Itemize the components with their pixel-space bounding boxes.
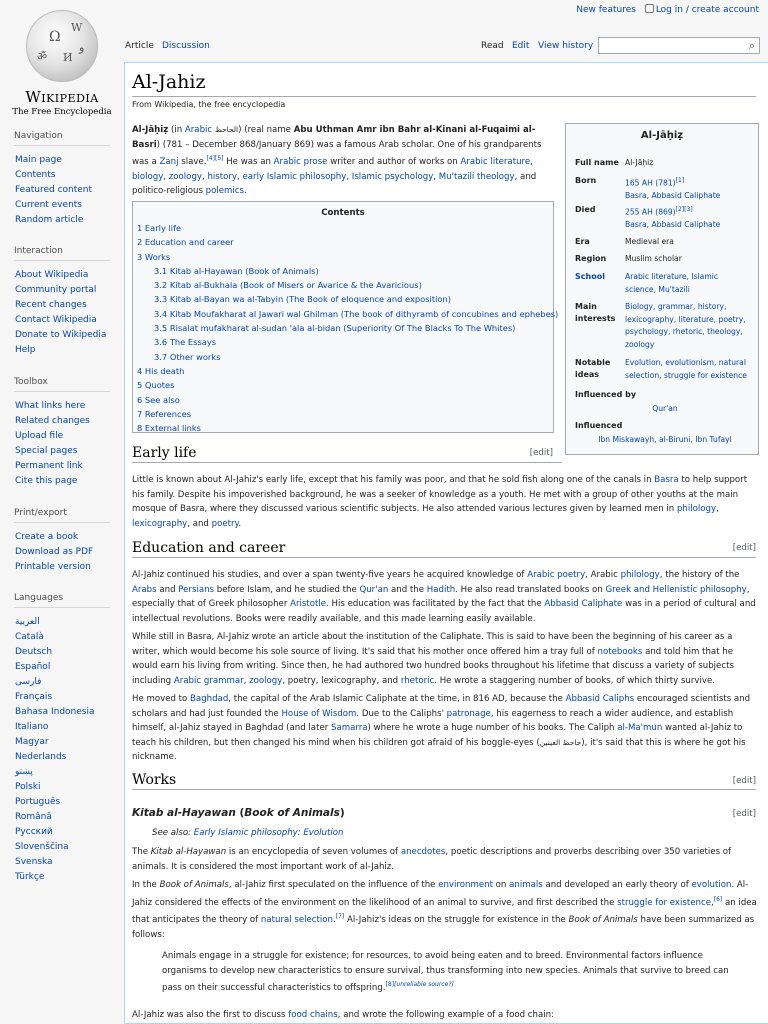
sidebar-item-what-links-here[interactable]: What links here — [15, 401, 86, 411]
infobox-value-link[interactable]: Evolution, evolutionism, natural selection, struggle for existence — [625, 358, 747, 380]
text: He moved to — [132, 694, 191, 704]
sidebar-item-create-book[interactable]: Create a book — [15, 532, 79, 542]
link-abbasid-caliphate[interactable]: Abbasid Caliphate — [544, 599, 623, 610]
link-poetry[interactable]: poetry — [211, 518, 239, 529]
search-box[interactable] — [598, 37, 760, 54]
toc-item[interactable]: 2 Education and career — [137, 237, 234, 248]
text: . — [333, 914, 336, 925]
infobox-label: Full name — [575, 158, 619, 167]
language-link[interactable]: العربية — [15, 617, 40, 627]
language-link[interactable]: Polski — [15, 782, 41, 792]
portal-print — [0, 508, 124, 575]
text: . He wrote a staggering number of books, of which thirty survive. — [434, 675, 715, 686]
text: , — [237, 171, 243, 182]
arabic-name: الجاحظ — [214, 125, 239, 134]
logo-tagline: The Free Encyclopedia — [12, 107, 112, 117]
link-polemics[interactable]: polemics — [205, 186, 245, 197]
tab-read[interactable]: Read — [481, 41, 504, 51]
language-link[interactable]: فارسی — [15, 677, 42, 687]
section-divider — [132, 462, 562, 463]
text: Al-Jahiz continued his studies, and over a span twenty-five years he acquired knowledge of — [132, 570, 528, 580]
link-evolution[interactable]: evolution — [691, 880, 732, 890]
text: writer and author of works on — [327, 157, 461, 168]
wikipedia-logo[interactable] — [12, 8, 112, 123]
sidebar-item-download-pdf[interactable]: Download as PDF — [15, 547, 94, 557]
link-zanj[interactable]: Zanj — [159, 157, 179, 168]
link-islamic-psychology[interactable]: Islamic psychology — [351, 171, 434, 182]
text: He was an — [223, 157, 274, 168]
text: and developed an early theory of — [542, 880, 692, 890]
language-link[interactable]: Bahasa Indonesia — [15, 707, 95, 717]
portal-interaction — [0, 246, 124, 358]
toc-item[interactable]: 1 Early life — [137, 223, 182, 233]
text: ( — [235, 807, 245, 819]
infobox-value: 255 AH (869)[2][3] Basra, Abbasid Caliphate — [625, 206, 721, 230]
link-arabic[interactable]: Arabic — [184, 125, 213, 135]
link-quran[interactable]: Qur'an — [359, 584, 389, 595]
text: . — [238, 518, 242, 529]
portal-toolbox — [0, 377, 124, 489]
link-early-islamic-philosophy[interactable]: early Islamic philosophy — [242, 171, 347, 182]
text: In the — [132, 880, 160, 890]
tab-view-history[interactable]: View history — [538, 41, 594, 51]
section-divider — [132, 557, 756, 558]
text: , poetry, lexicography, and — [282, 675, 401, 686]
sidebar-item-community[interactable]: Community portal — [15, 285, 97, 295]
text: wanted al-Jahiz to teach his children, but then changed his mind when his children got afraid of his boggle-eyes ( — [132, 723, 743, 748]
link-arabic-prose[interactable]: Arabic prose — [273, 157, 328, 168]
link-abbasid-caliphs[interactable]: Abbasid Caliphs — [565, 694, 635, 704]
logo-wordmark: Wikipedia — [25, 88, 99, 106]
language-link[interactable]: Português — [15, 797, 61, 807]
infobox-row — [575, 389, 755, 421]
link-rhetoric[interactable]: rhetoric — [400, 675, 435, 686]
page-title: Al-Jahiz — [132, 71, 206, 93]
edit-section-link[interactable]: [edit] — [732, 543, 756, 553]
section-heading-early-life: Early life — [132, 445, 197, 461]
text: . Al-Jahiz considered the effects of the environment on the likelihood of an animal to survive, and first described the — [132, 880, 749, 908]
link-basra[interactable]: Basra — [654, 475, 679, 485]
tab-article[interactable]: Article — [125, 41, 154, 51]
sidebar-item-main-page[interactable]: Main page — [15, 155, 62, 165]
link-patronage[interactable]: patronage — [446, 708, 491, 719]
edit-section-link[interactable]: [edit] — [529, 448, 553, 458]
section-heading-works: Works — [132, 772, 177, 788]
portal-title: Toolbox — [14, 377, 110, 392]
sidebar — [0, 0, 124, 1024]
lead-paragraph — [132, 123, 542, 199]
text: , — [433, 171, 439, 182]
text: and the — [388, 584, 427, 595]
portal-languages — [0, 593, 124, 885]
text: ) (real name — [238, 125, 294, 135]
infobox-value-link[interactable]: Biology, grammar, history, lexicography, literature, poetry, psychology, rhetoric, theology, zoology — [625, 302, 746, 349]
infobox-value-link[interactable]: Qur'an — [652, 404, 678, 413]
language-link[interactable]: پښتو — [15, 767, 33, 777]
text: Kitab al-Hayawan — [132, 807, 236, 819]
text: ), it's said that this is where he got his nickname. — [132, 737, 746, 763]
sidebar-item-random[interactable]: Random article — [15, 215, 84, 225]
link-al-mamun[interactable]: al-Ma'mun — [617, 723, 663, 734]
text: , Arabic — [585, 570, 621, 580]
link-natural-selection[interactable]: natural selection — [260, 914, 333, 925]
link-arabic-poetry[interactable]: Arabic poetry — [527, 570, 586, 580]
link-abbasid-caliphate[interactable]: Abbasid Caliphate — [651, 191, 721, 201]
link-greek-philosophy[interactable]: Greek and Hellenistic philosophy — [605, 584, 747, 595]
language-link[interactable]: Français — [15, 692, 53, 702]
edit-section-link[interactable]: [edit] — [732, 776, 756, 786]
language-link[interactable]: Svenska — [15, 857, 53, 867]
link-notebooks[interactable]: notebooks — [597, 646, 643, 657]
link-zoology[interactable]: zoology — [249, 675, 283, 686]
text: ) — [339, 807, 345, 819]
sidebar-item-upload[interactable]: Upload file — [15, 431, 64, 441]
sidebar-item-donate[interactable]: Donate to Wikipedia — [15, 330, 107, 340]
toc-item[interactable]: 3.6 The Essays — [154, 337, 217, 348]
text: is an encyclopedia of seven volumes of — [226, 847, 401, 857]
toc-item[interactable]: 7 References — [137, 408, 192, 419]
link-history[interactable]: history — [207, 171, 238, 182]
link-arabic-grammar[interactable]: Arabic grammar — [173, 675, 244, 686]
ref-link[interactable]: [1] — [675, 177, 685, 184]
language-link[interactable]: Nederlands — [15, 752, 67, 762]
text: Book of Animals — [244, 807, 340, 819]
toc-item[interactable]: 3.4 Kitab Moufakharat al Jawari wal Ghilman (The book of dithyramb of concubines and ephebes) — [154, 308, 559, 319]
paragraph — [132, 692, 757, 765]
text: (in — [168, 125, 185, 135]
sidebar-item-contact[interactable]: Contact Wikipedia — [15, 315, 97, 325]
article-content — [124, 62, 768, 1024]
user-icon — [645, 4, 654, 13]
text: While still in Basra, Al-Jahiz wrote an article about the institution of the Caliphate. This is said to have been the beginning of his career as a writer, which would become his sole source of living. It's said that his mother once offered him a tray full of — [132, 632, 733, 657]
toc-item[interactable]: 5 Quotes — [137, 380, 175, 391]
text: to help support his family. Despite his impoverished background, he was a seeker of knowledge as a youth. He met with a group of other youths at the main mosque of Basra, where they discussed various scientific subjects. He also attended various lectures given by learned men in — [132, 475, 748, 515]
language-link[interactable]: Español — [15, 662, 51, 672]
paragraph — [132, 1008, 757, 1023]
infobox-label: Influenced — [575, 421, 623, 430]
text: , — [530, 157, 533, 168]
link-lexicography[interactable]: lexicography — [132, 518, 188, 529]
portal-title: Print/export — [14, 508, 110, 523]
infobox-value: Muslim scholar — [625, 254, 682, 263]
text: on — [492, 880, 510, 890]
bold-name: Al-Jāḥiẓ — [132, 125, 169, 135]
infobox-value-link[interactable]: Arabic literature, Islamic science, Mu'tazili — [625, 272, 719, 294]
unreliable-source-tag[interactable]: [unreliable source?] — [394, 981, 454, 989]
text: , especially that of Greek philosopher — [132, 584, 750, 610]
text: Al-Jahiz was also the first to discuss — [132, 1010, 289, 1020]
text: , and politico-religious — [132, 171, 537, 197]
text: slave. — [178, 157, 207, 168]
link-died-date[interactable]: 255 AH (869) — [625, 207, 676, 217]
infobox-row — [575, 420, 755, 452]
text: was in a period of cultural and intellectual revolutions. Books were readily available, and this made learning easily available. — [132, 599, 756, 624]
portal-title: Interaction — [14, 246, 110, 261]
link-hadith[interactable]: Hadith — [426, 584, 456, 595]
text: . — [244, 186, 247, 197]
infobox-label: Main interests — [575, 302, 616, 323]
text: , and wrote the following example of a food chain: — [337, 1010, 554, 1020]
link-struggle-for-existence[interactable]: struggle for existence — [617, 897, 712, 908]
search-input[interactable] — [602, 42, 746, 58]
text: , — [243, 675, 250, 686]
toc-item[interactable]: 3.2 Kitab al-Bukhala (Book of Misers or Avarice & the Avaricious) — [154, 280, 422, 291]
link-basra[interactable]: Basra — [625, 191, 647, 201]
link-arabic-literature[interactable]: Arabic literature — [460, 157, 531, 168]
arabic-text: جاحظ العينين — [539, 737, 582, 747]
toc-item[interactable]: 3.1 Kitab al-Hayawan (Book of Animals) — [154, 265, 319, 276]
text: ) where he wrote a huge number of his books. The Caliph — [367, 723, 618, 734]
table-of-contents — [132, 201, 559, 434]
portal-navigation — [0, 131, 124, 228]
text: . His education was facilitated by the fact that the — [326, 599, 545, 610]
site-subtitle: From Wikipedia, the free encyclopedia — [132, 100, 286, 109]
link-samarra[interactable]: Samarra — [331, 723, 368, 734]
portal-title: Navigation — [14, 131, 110, 146]
text: , his eagerness to reach a wider audience, and establish himself, al-Jahiz stayed in Baghdad (and later — [132, 708, 734, 734]
title-divider — [132, 96, 756, 97]
text: Al-Jahiz's ideas on the struggle for existence in the — [344, 914, 569, 925]
search-icon[interactable]: ⌕ — [748, 39, 755, 52]
link-mutazili-theology[interactable]: Mu'tazili theology — [438, 171, 515, 182]
infobox-label: Era — [575, 237, 590, 246]
sidebar-item-current-events[interactable]: Current events — [15, 200, 82, 210]
sidebar-item-help[interactable]: Help — [15, 345, 36, 355]
text: , the capital of the Arab Islamic Caliphate at the time, in 816 AD, because the — [228, 694, 566, 704]
ref-link[interactable]: [7] — [335, 913, 345, 921]
text: before Islam, and he studied the — [214, 584, 360, 595]
link-see-also[interactable]: Early Islamic philosophy: Evolution — [193, 828, 344, 838]
text: The — [132, 847, 151, 857]
toc-item[interactable]: 4 His death — [137, 365, 185, 376]
link-philology[interactable]: philology — [676, 504, 717, 515]
link-biology[interactable]: biology — [132, 171, 164, 182]
infobox-value: 165 AH (781)[1] Basra, Abbasid Caliphate — [625, 177, 721, 201]
text: an idea that anticipates the theory of — [132, 897, 757, 925]
toc-item[interactable]: 3.3 Kitab al-Bayan wa al-Tabyin (The Book of eloquence and exposition) — [154, 294, 451, 305]
paragraph — [132, 568, 757, 626]
sidebar-item-related-changes[interactable]: Related changes — [15, 416, 90, 426]
language-link[interactable]: Català — [15, 632, 44, 642]
toc-item[interactable]: 3.7 Other works — [154, 351, 221, 362]
text: and told him that he would earn his living from writing. Since then, he had authored two hundred books throughout his lifetime that discuss a variety of subjects including — [132, 646, 734, 686]
sidebar-item-special-pages[interactable]: Special pages — [15, 446, 78, 456]
new-features-link[interactable]: New features — [576, 5, 636, 15]
sidebar-item-printable[interactable]: Printable version — [15, 562, 91, 572]
text: , — [201, 171, 208, 182]
link-food-chains[interactable]: food chains — [288, 1010, 338, 1020]
language-link[interactable]: Deutsch — [15, 647, 53, 657]
toc-item[interactable]: 6 See also — [137, 394, 180, 405]
toc-title: Contents — [321, 208, 365, 218]
infobox-label: Born — [575, 176, 597, 185]
text: , — [346, 171, 352, 182]
link-school-label[interactable]: School — [575, 272, 605, 281]
text: Little is known about Al-Jahiz's early life, except that his family was poor, and that he sold fish along one of the canals in — [132, 475, 655, 485]
language-link[interactable]: Slovenščina — [15, 842, 69, 852]
sidebar-item-permanent-link[interactable]: Permanent link — [15, 461, 83, 471]
text: . He also read translated books on — [455, 584, 606, 595]
sidebar-item-contents[interactable]: Contents — [15, 170, 56, 180]
infobox-title: Al-Jāḥiẓ — [640, 130, 684, 141]
infobox — [565, 123, 759, 455]
personal-tools — [576, 4, 759, 15]
sidebar-item-cite[interactable]: Cite this page — [15, 476, 78, 486]
link-animals[interactable]: animals — [509, 880, 543, 890]
sidebar-item-recent-changes[interactable]: Recent changes — [15, 300, 87, 310]
sidebar-item-about[interactable]: About Wikipedia — [15, 270, 89, 280]
text: , al-Jahiz first speculated on the influence of the — [228, 880, 439, 890]
text: , and — [187, 518, 212, 529]
login-link[interactable]: Log in / create account — [655, 5, 759, 15]
infobox-value: Medieval era — [625, 237, 674, 246]
link-abbasid-caliphate[interactable]: Abbasid Caliphate — [651, 220, 721, 230]
ref-link[interactable]: [4][5] — [206, 155, 224, 163]
link-basra[interactable]: Basra — [625, 220, 647, 230]
text: have been summarized as follows: — [132, 914, 755, 940]
link-aristotle[interactable]: Aristotle — [290, 599, 327, 610]
infobox-value-link[interactable]: Ibn Miskawayh, al-Biruni, Ibn Tufayl — [598, 435, 732, 444]
infobox-value: Al-Jāḥiẓ — [625, 158, 654, 167]
language-link[interactable]: Türkçe — [15, 872, 45, 882]
subsection-heading-kitab-al-hayawan — [132, 807, 345, 819]
link-anecdotes[interactable]: anecdotes — [400, 847, 446, 857]
language-link[interactable]: Română — [15, 812, 52, 822]
infobox-label: Notable ideas — [575, 358, 611, 379]
italic-title: Kitab al-Hayawan — [150, 847, 227, 857]
text: See also: — [152, 828, 194, 838]
text: . Due to the Caliphs' — [356, 708, 447, 719]
sidebar-item-featured[interactable]: Featured content — [15, 185, 93, 195]
ref-link[interactable]: [8] — [385, 981, 395, 989]
language-link[interactable]: Русский — [15, 827, 53, 837]
link-philology[interactable]: philology — [620, 570, 660, 580]
language-link[interactable]: Magyar — [15, 737, 49, 747]
text: and — [156, 584, 179, 595]
toc-item[interactable]: 8 External links — [137, 423, 201, 434]
puzzle-globe-icon: Ω W ॐ И ﻭ — [26, 10, 98, 82]
link-persians[interactable]: Persians — [178, 584, 215, 595]
toc-item[interactable]: 3.5 Risalat mufakharat al-sudan 'ala al-bidan (Superiority Of The Blacks To The Whites) — [154, 323, 516, 334]
edit-section-link[interactable]: [edit] — [732, 809, 756, 819]
link-born-date[interactable]: 165 AH (781) — [625, 178, 676, 188]
infobox-label: Region — [575, 254, 607, 263]
paragraph — [132, 473, 757, 531]
quote-text: Animals engage in a struggle for existence; for resources, to avoid being eaten and to breed. Environmental factors influence organisms to develop new characteristics to ensure survival, thus transforming into new species. Animals that survive to breed can pass on their successful characteristics to offspring. — [162, 951, 729, 994]
link-zoology[interactable]: zoology — [168, 171, 202, 182]
text: , the history of the — [659, 570, 740, 580]
section-divider — [132, 789, 756, 790]
italic-title: Book of Animals — [568, 914, 638, 925]
ref-link[interactable]: [2][3] — [675, 206, 693, 213]
link-baghdad[interactable]: Baghdad — [190, 694, 229, 704]
language-link[interactable]: Italiano — [15, 722, 49, 732]
blockquote — [162, 949, 737, 996]
text: , — [716, 504, 719, 515]
tab-discussion[interactable]: Discussion — [162, 41, 210, 51]
ref-link[interactable]: [6] — [713, 895, 723, 903]
tab-edit[interactable]: Edit — [512, 41, 530, 51]
toc-item[interactable]: 3 Works — [137, 251, 171, 262]
text: ) (781 – December 868/January 869) was a famous Arab scholar. One of his grandparents was a — [132, 139, 542, 168]
paragraph — [132, 845, 757, 874]
text: , — [163, 171, 169, 182]
see-also-hatnote — [152, 828, 343, 838]
text: , poetic descriptions and proverbs describing over 350 varieties of animals. It is considered the most important work of al-Jahiz. — [132, 847, 732, 872]
infobox-label: Influenced by — [575, 390, 637, 399]
paragraph: In the Book of Animals, al-Jahiz first speculated on the influence of the environment on animals and developed an early theory of evolution. Al-Jahiz considered the effects of the environment on the likelihood of an animal to survive, and first described the struggle for existence,[6] an idea that anticipates the theory of natural selection.[7] Al-Jahiz's ideas on the struggle for existence in the Book of Animals have been summarized as follows: — [132, 880, 757, 940]
link-arabs[interactable]: Arabs — [132, 584, 157, 595]
link-house-of-wisdom[interactable]: House of Wisdom — [281, 708, 357, 719]
text: encouraged scientists and scholars and had just founded the — [132, 694, 751, 719]
infobox-label: Died — [575, 205, 596, 214]
paragraph — [132, 630, 757, 688]
section-heading-education: Education and career — [132, 540, 286, 556]
bold-real-name: Abu Uthman Amr ibn Bahr al-Kinani al-Fuqaimi al-Basri — [132, 125, 536, 150]
portal-title: Languages — [14, 593, 110, 608]
italic-title: Book of Animals — [159, 880, 229, 890]
link-environment[interactable]: environment — [438, 880, 493, 890]
